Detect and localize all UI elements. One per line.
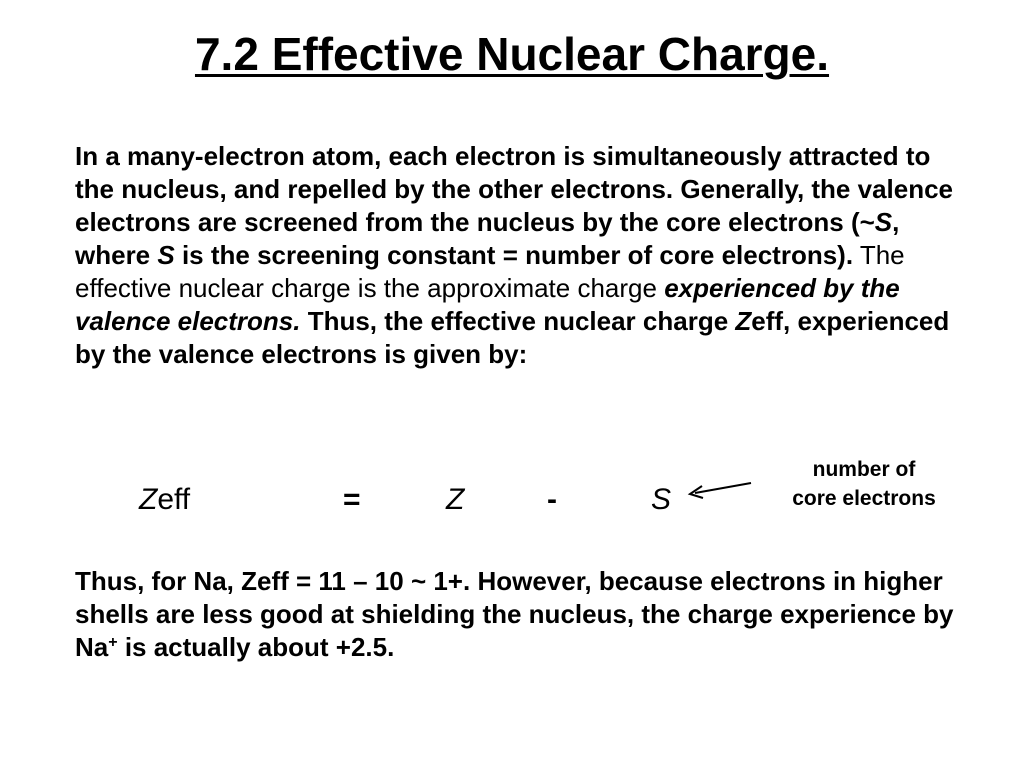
equation-z: Z: [446, 483, 465, 516]
text-run: In a many-electron atom, each electron is simultaneously attracted to the nucleus, and repelled by the other electrons. Generally, the valence electrons are screened from the nucleus by the core electrons (~: [75, 141, 954, 237]
arrow-icon: [685, 478, 757, 500]
annotation-line: number of: [812, 458, 916, 481]
paragraph-sodium-example: [75, 565, 955, 664]
screening-symbol: S: [157, 240, 175, 270]
text-run: eff, experienced by the valence electrons is given by:: [75, 306, 950, 369]
equation-zeff: [139, 482, 190, 518]
paragraph-intro: [75, 140, 955, 371]
equation-minus: -: [547, 483, 557, 516]
text-run: Thus, for Na, Zeff = 11 – 10 ~ 1+. However, because electrons in higher shells are less good at shielding the nucleus, the charge experience by Na: [75, 566, 954, 662]
equation-equals: =: [343, 483, 361, 516]
screening-symbol: S: [874, 207, 893, 237]
text-run: , where: [75, 207, 900, 270]
equation-z-italic: Z: [139, 483, 158, 516]
text-run: is the screening constant = number of core electrons).: [174, 240, 854, 270]
zeff-symbol: Z: [735, 306, 752, 336]
emphasis-text: experienced by the valence electrons.: [75, 273, 900, 336]
core-electrons-annotation: [770, 455, 958, 513]
slide-title: 7.2 Effective Nuclear Charge.: [194, 28, 830, 80]
superscript-plus: +: [108, 634, 118, 651]
annotation-line: core electrons: [792, 487, 936, 510]
text-run: Thus, the effective nuclear charge: [300, 306, 736, 336]
equation-s: S: [651, 483, 672, 516]
equation-eff: eff: [157, 483, 191, 516]
text-run-regular: The effective nuclear charge is the approximate charge: [75, 240, 905, 303]
text-run: is actually about +2.5.: [117, 632, 395, 662]
